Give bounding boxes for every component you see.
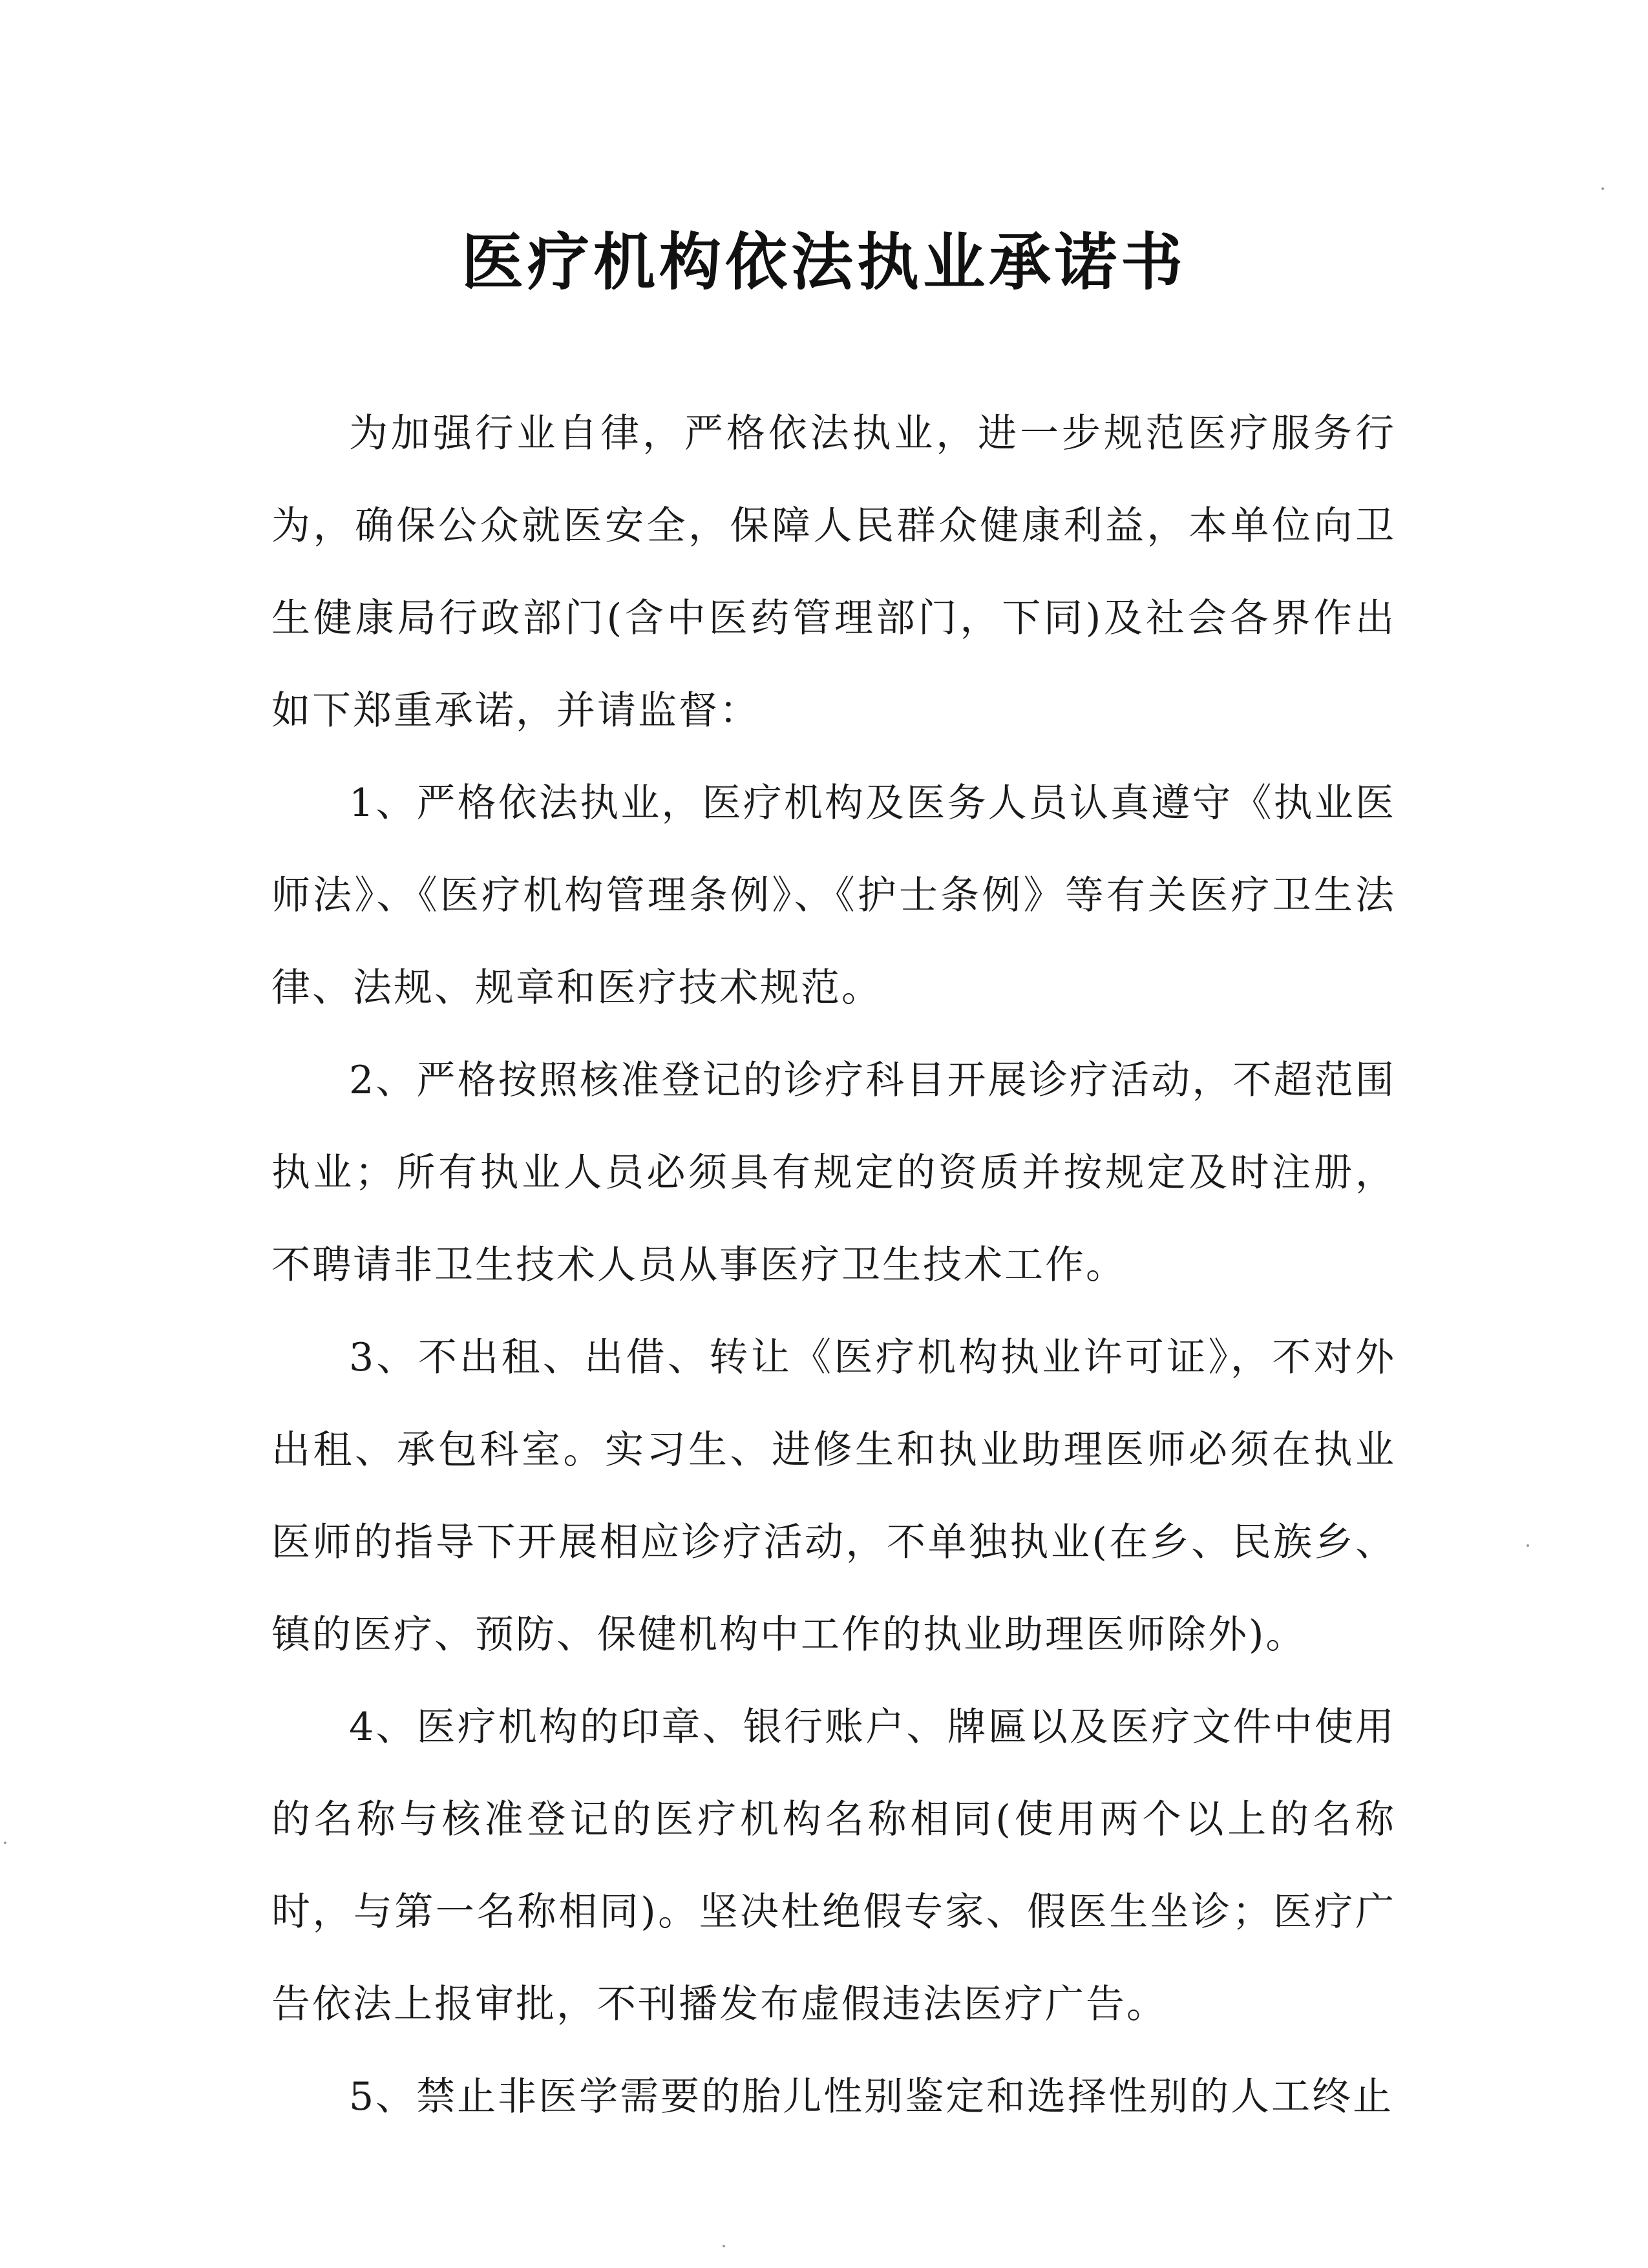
- clause-3-paragraph: 3、不出租、出借、转让《医疗机构执业许可证》，不对外出租、承包科室。实习生、进修生和执业助理医师必须在执业医师的指导下开展相应诊疗活动，不单独执业(在乡、民族乡、镇的医疗、预防、保健机构中工作的执业助理医师除外)。: [271, 1335, 1396, 1657]
- clause-1-paragraph: 1、严格依法执业，医疗机构及医务人员认真遵守《执业医师法》、《医疗机构管理条例》、《护士条例》等有关医疗卫生法律、法规、规章和医疗技术规范。: [271, 781, 1396, 1011]
- clause-2-paragraph: 2、严格按照核准登记的诊疗科目开展诊疗活动，不超范围执业；所有执业人员必须具有规定的资质并按规定及时注册，不聘请非卫生技术人员从事医疗卫生技术工作。: [271, 1058, 1396, 1288]
- scan-speck: [4, 1842, 6, 1844]
- clause-5-paragraph: 5、禁止非医学需要的胎儿性别鉴定和选择性别的人工终止: [349, 2074, 1394, 2119]
- document-title: 医疗机构依法执业承诺书: [461, 226, 1187, 299]
- intro-paragraph: 为加强行业自律，严格依法执业，进一步规范医疗服务行为，确保公众就医安全，保障人民群众健康利益，本单位向卫生健康局行政部门(含中医药管理部门，下同)及社会各界作出如下郑重承诺，并请监督：: [271, 411, 1396, 733]
- scan-speck: [1601, 187, 1604, 190]
- scan-speck: [723, 2245, 725, 2247]
- clause-4-paragraph: 4、医疗机构的印章、银行账户、牌匾以及医疗文件中使用的名称与核准登记的医疗机构名称相同(使用两个以上的名称时，与第一名称相同)。坚决杜绝假专家、假医生坐诊；医疗广告依法上报审批，不刊播发布虚假违法医疗广告。: [271, 1705, 1396, 2027]
- scan-speck: [1527, 1544, 1529, 1547]
- document-body: [271, 388, 1396, 2143]
